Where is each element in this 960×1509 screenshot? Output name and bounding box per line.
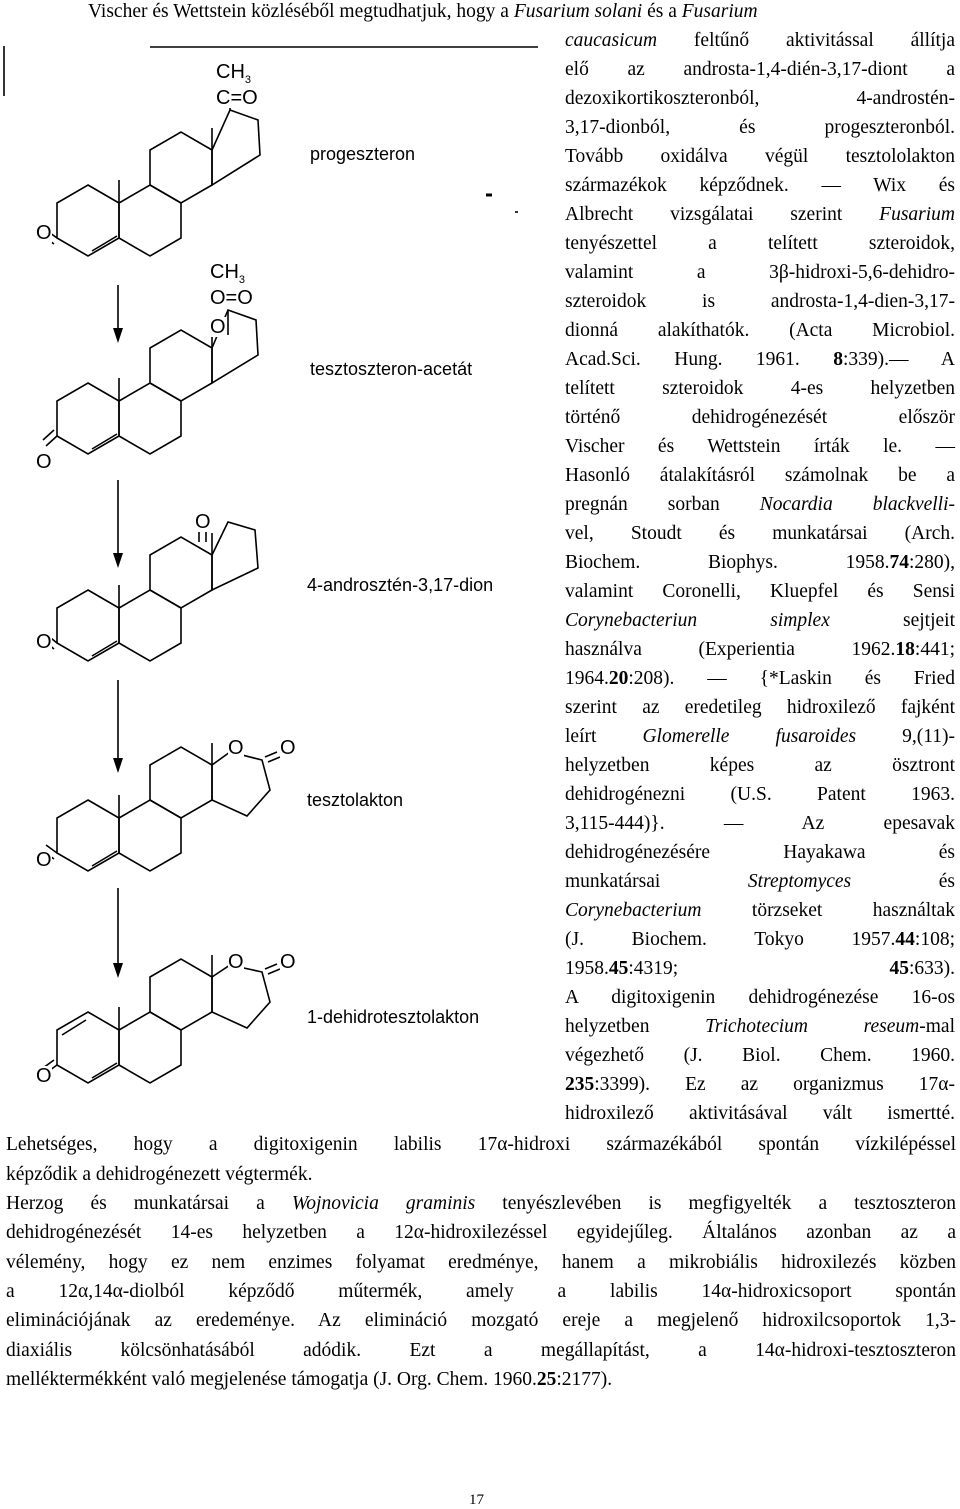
text-run: :3399). Ez az organizmus 17α- xyxy=(594,1074,955,1095)
text-line xyxy=(565,118,955,138)
text-line xyxy=(565,1075,955,1095)
text-run: Glomerelle fusaroides xyxy=(642,726,857,747)
text-run: dionná alakíthatók. (Acta Microbiol. xyxy=(565,320,955,341)
text-line xyxy=(565,147,955,167)
text-run: Wojnovicia graminis xyxy=(291,1193,476,1214)
text-line xyxy=(565,205,955,225)
text-run: és a xyxy=(642,1,682,22)
text-run: :108; xyxy=(914,929,955,950)
text-line xyxy=(6,1341,956,1361)
text-run: :339).— A xyxy=(843,349,955,370)
text-line xyxy=(565,582,955,602)
text-run: 1958. xyxy=(565,958,609,979)
text-line xyxy=(6,1165,956,1185)
text-run: történő dehidrogénezését először xyxy=(565,407,955,428)
atom-label: O xyxy=(280,737,296,759)
text-line xyxy=(565,292,955,312)
label-dehydrotestolactone: 1-dehidrotesztolakton xyxy=(307,1007,480,1027)
text-line xyxy=(565,1046,955,1066)
text-line xyxy=(565,611,955,631)
text-run: elő az androsta-1,4-dién-3,17-diont a xyxy=(565,59,955,80)
text-run: Corynebacterium xyxy=(565,900,702,921)
text-line xyxy=(565,988,955,1008)
text-run: a 12α,14α-diolból képződő műtermék, amely a labilis 14α-hidroxicsoport spontán xyxy=(6,1281,956,1302)
text-run: 235 xyxy=(565,1074,595,1095)
text-run: Vischer és Wettstein írták le. — xyxy=(565,436,955,457)
text-run: — {*Laskin és Fried xyxy=(674,668,955,689)
text-line xyxy=(6,1194,956,1214)
text-run: Hasonló átalakításról számolnak be a xyxy=(565,465,955,486)
testolactone-structure xyxy=(43,743,280,871)
atom-label: O xyxy=(36,631,52,653)
text-run: caucasicum xyxy=(565,30,658,51)
text-run: dehidrogénezését 14-es helyzetben a 12α-hidroxilezéssel egyidejűleg. Általános azonban az a xyxy=(6,1222,956,1243)
steroid-conversion-diagram xyxy=(0,0,560,1100)
text-run: Fusarium xyxy=(681,1,758,22)
atom-label: O xyxy=(195,511,211,533)
text-run: helyzetben xyxy=(565,1016,706,1037)
text-line xyxy=(565,408,955,428)
androstenedione-structure xyxy=(43,522,258,661)
text-run: :208). xyxy=(628,668,675,689)
text-line xyxy=(565,901,955,921)
text-line xyxy=(565,437,955,457)
text-line xyxy=(565,176,955,196)
text-run: :4319; xyxy=(628,958,890,979)
text-run: 45 xyxy=(889,958,909,979)
text-line xyxy=(6,1253,956,1273)
text-line xyxy=(565,524,955,544)
text-run: melléktermékként való megjelenése támogatja (J. Org. Chem. 1960. xyxy=(6,1369,537,1390)
text-line xyxy=(6,1311,956,1331)
text-run: leírt xyxy=(565,726,643,747)
text-run: valamint Coronelli, Kluepfel és Sensi xyxy=(565,581,955,602)
atom-label: O xyxy=(36,1065,52,1087)
text-run: helyzetben képes az ösztront xyxy=(565,755,955,776)
text-run: 3,17-dionból, és progeszteronból. xyxy=(565,117,955,138)
text-line xyxy=(6,1370,956,1390)
text-run: Fusarium xyxy=(879,204,955,225)
text-run: tenyészettel a telített szteroidok, xyxy=(565,233,955,254)
text-run: :633). xyxy=(908,958,955,979)
text-run: Herzog és munkatársai a xyxy=(6,1193,292,1214)
atom-label: O xyxy=(210,316,226,338)
text-line xyxy=(565,263,955,283)
text-line xyxy=(565,930,955,950)
text-line xyxy=(565,89,955,109)
atom-label: C=O xyxy=(216,87,258,109)
text-run: Corynebacteriun simplex xyxy=(565,610,830,631)
text-line xyxy=(565,756,955,776)
text-run: végezhető (J. Biol. Chem. 1960. xyxy=(565,1045,955,1066)
atom-label: O xyxy=(228,951,244,973)
page-number: 17 xyxy=(469,1492,484,1508)
text-run: :2177). xyxy=(556,1369,613,1390)
text-line xyxy=(565,698,955,718)
text-run: 3,115-444)}. — Az epesavak xyxy=(565,813,955,834)
text-line xyxy=(565,785,955,805)
text-run: dehidrogénezésére Hayakawa és xyxy=(565,842,955,863)
text-line xyxy=(565,321,955,341)
text-run: hidroxilező aktivitásával vált ismertté. xyxy=(565,1103,955,1124)
text-line xyxy=(565,466,955,486)
text-line xyxy=(565,727,955,747)
text-run: és xyxy=(851,871,955,892)
text-run: vel, Stoudt és munkatársai (Arch. xyxy=(565,523,955,544)
text-run: szerint az eredetileg hidroxilező fajként xyxy=(565,697,955,718)
text-line xyxy=(565,553,955,573)
label-testosterone-acetate: tesztoszteron-acetát xyxy=(310,359,473,379)
text-line xyxy=(565,640,955,660)
text-run: eliminációjának az eredeménye. Az elimináció mozgató ereje a megjelenő hidroxilcsoportok 1,3- xyxy=(6,1310,956,1331)
text-line xyxy=(565,350,955,370)
text-line xyxy=(565,60,955,80)
text-run: dezoxikortikoszteronból, 4-androstén- xyxy=(565,88,955,109)
text-run: diaxiális kölcsönhatásából adódik. Ezt a megállapítást, a 14α-hidroxi-tesztoszteron xyxy=(6,1340,956,1361)
text-line xyxy=(565,495,955,515)
text-line xyxy=(565,234,955,254)
label-progesterone: progeszteron xyxy=(310,144,416,164)
text-run: Acad.Sci. Hung. 1961. xyxy=(565,349,834,370)
text-run: szteroidok is androsta-1,4-dien-3,17- xyxy=(565,291,955,312)
text-run: törzseket használtak xyxy=(701,900,955,921)
atom-label: $CH_3$ xyxy=(216,62,251,90)
text-run: Lehetséges, hogy a digitoxigenin labilis 17α-hidroxi származékából spontán vízkilépéssel xyxy=(6,1134,956,1155)
text-run: sejtjeit xyxy=(829,610,955,631)
text-run: telített szteroidok 4-es helyzetben xyxy=(565,378,955,399)
text-run: Fusarium solani xyxy=(513,1,643,22)
text-run: 44 xyxy=(895,929,915,950)
text-line xyxy=(565,379,955,399)
text-run: pregnán sorban xyxy=(565,494,760,515)
atom-label: O=O xyxy=(210,287,253,309)
text-run: Biochem. Biophys. 1958. xyxy=(565,552,890,573)
text-line xyxy=(6,1223,956,1243)
atom-label: O xyxy=(36,849,52,871)
text-run: 8 xyxy=(833,349,843,370)
text-run: 20 xyxy=(608,668,629,689)
text-line xyxy=(565,31,955,51)
text-run: használva (Experientia 1962. xyxy=(565,639,896,660)
text-run: :441; xyxy=(914,639,955,660)
text-run: Albrecht vizsgálatai szerint xyxy=(565,204,880,225)
text-run: Nocardia blackvelli- xyxy=(759,494,955,515)
text-run: 18 xyxy=(895,639,915,660)
text-line xyxy=(565,843,955,863)
text-run: -mal xyxy=(919,1016,955,1037)
text-run: 25 xyxy=(536,1369,557,1390)
text-run: (J. Biochem. Tokyo 1957. xyxy=(565,929,896,950)
atom-label: O xyxy=(36,451,52,473)
atom-label: $CH_3$ xyxy=(210,262,245,290)
atom-label: O xyxy=(280,951,296,973)
text-run: Streptomyces xyxy=(747,871,852,892)
text-run: képződik a dehidrogénezett végtermék. xyxy=(6,1164,313,1185)
text-run: tenyészlevében is megfigyelték a tesztoszteron xyxy=(475,1193,956,1214)
text-line xyxy=(565,669,955,689)
text-run: feltűnő aktivitással állítja xyxy=(657,30,955,51)
text-run: 45 xyxy=(608,958,629,979)
text-run: Vischer és Wettstein közléséből megtudhatjuk, hogy a xyxy=(88,1,514,22)
text-run: munkatársai xyxy=(565,871,748,892)
text-run: 74 xyxy=(889,552,909,573)
text-line xyxy=(565,814,955,834)
label-testolactone: tesztolakton xyxy=(307,790,404,810)
text-run: :280), xyxy=(908,552,955,573)
text-line xyxy=(565,1017,955,1037)
text-line xyxy=(565,959,955,979)
text-run: Trichotecium reseum xyxy=(705,1016,920,1037)
atom-label: O xyxy=(228,737,244,759)
text-run: valamint a 3β-hidroxi-5,6-dehidro- xyxy=(565,262,955,283)
text-line xyxy=(6,1135,956,1155)
text-run: Tovább oxidálva végül tesztololakton xyxy=(565,146,955,167)
text-run: dehidrogénezni (U.S. Patent 1963. xyxy=(565,784,955,805)
dehydrotestolactone-structure xyxy=(43,955,280,1083)
text-run: vélemény, hogy ez nem enzimes folyamat eredménye, hanem a mikrobiális hidroxilezés közben xyxy=(6,1252,956,1273)
text-line xyxy=(565,1104,955,1124)
text-line xyxy=(565,872,955,892)
text-run: származékok képződnek. — Wix és xyxy=(565,175,955,196)
text-run: 1964. xyxy=(565,668,609,689)
label-androstenedione: 4-androsztén-3,17-dion xyxy=(307,575,494,595)
text-run: A digitoxigenin dehidrogénezése 16-os xyxy=(565,987,955,1008)
atom-label: O xyxy=(36,222,52,244)
text-run: 9,(11)- xyxy=(856,726,956,747)
text-line xyxy=(6,1282,956,1302)
